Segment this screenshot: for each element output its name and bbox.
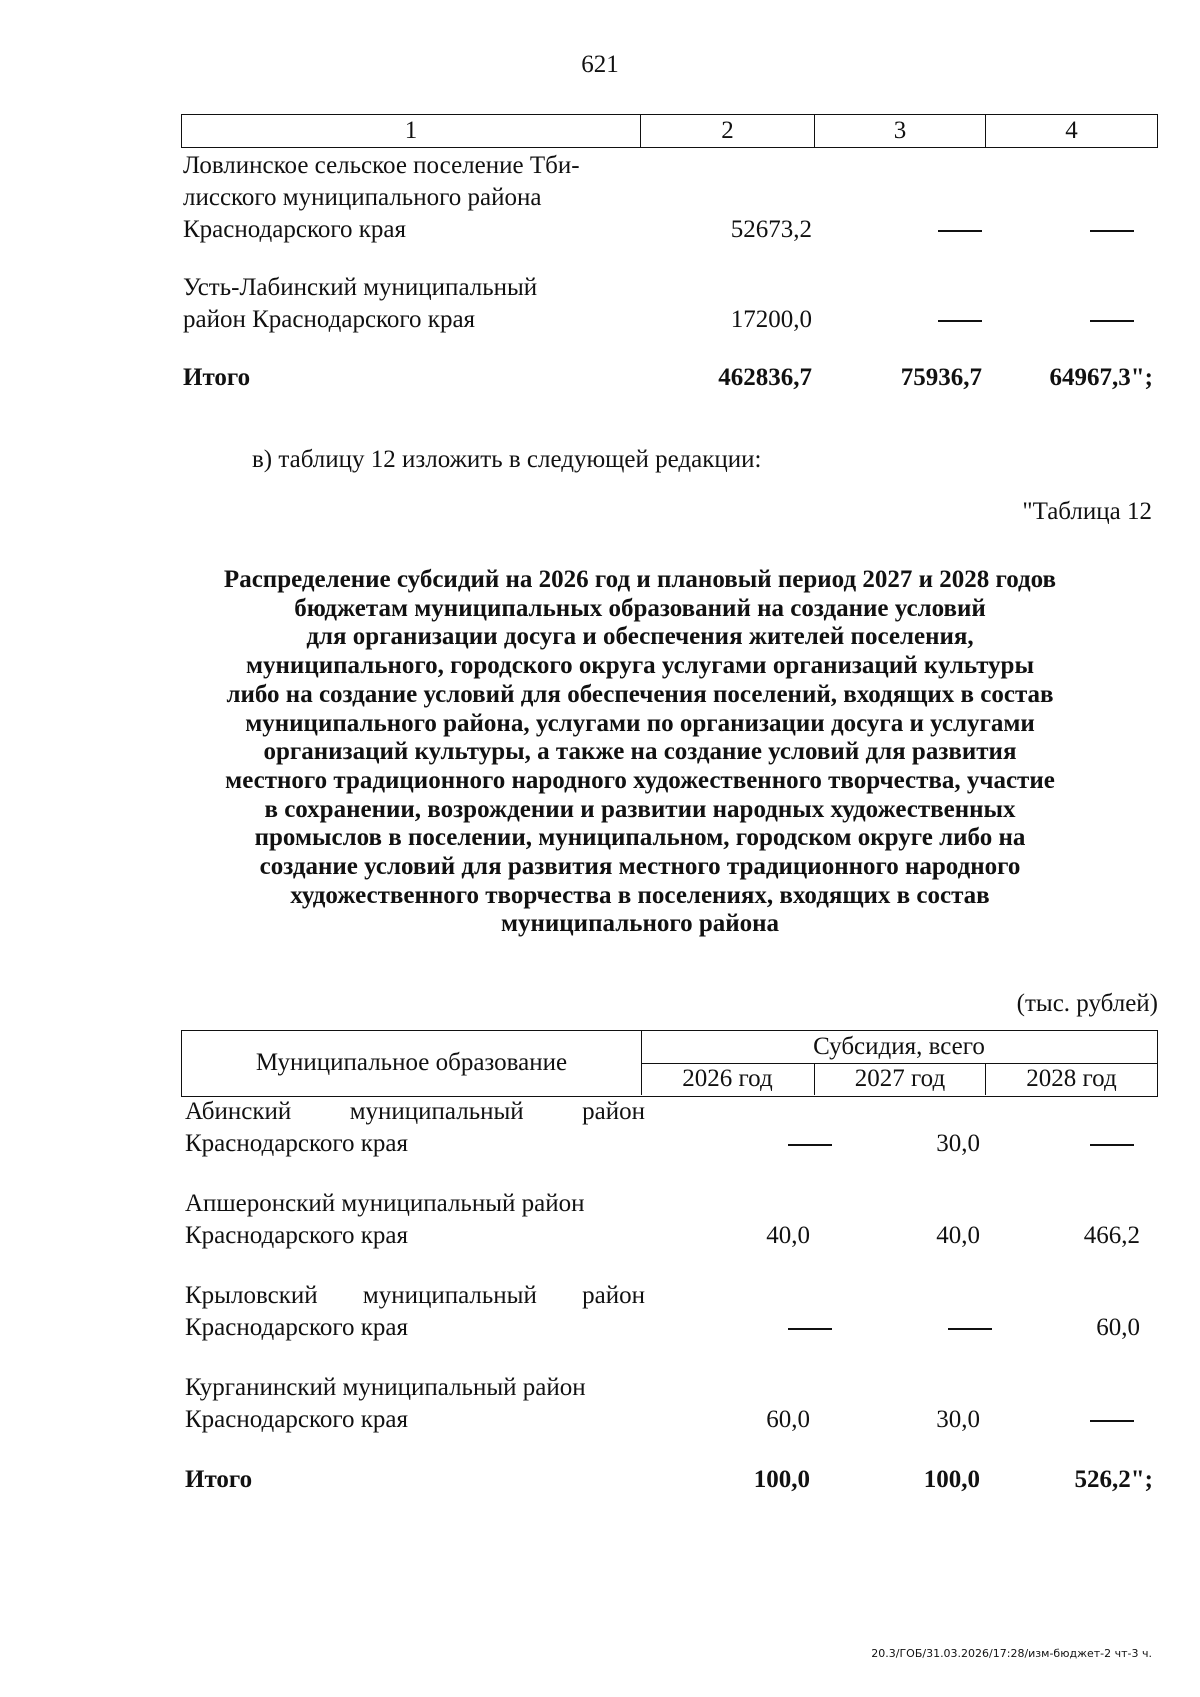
dash-icon xyxy=(1090,1420,1134,1422)
table2-row-4-v2027: 30,0 xyxy=(936,1406,980,1433)
title-line-3: для организации досуга и обеспечения жителей поселения, xyxy=(306,623,974,651)
table1-row-1-line-2: лисского муниципального района xyxy=(183,184,542,211)
title-line-10: промыслов в поселении, муниципальном, городском округе либо на xyxy=(254,824,1026,852)
table1-header xyxy=(181,114,1158,148)
table2-header-year-2026: 2026 год xyxy=(641,1063,815,1095)
page-number: 621 xyxy=(581,51,619,78)
table2-row-4-v2028 xyxy=(1072,1404,1152,1436)
table1-row-1-v2028 xyxy=(1072,214,1152,246)
table1-row-2-line-1: Усть-Лабинский муниципальный xyxy=(183,274,538,301)
footer-code: 20.3/ГОБ/31.03.2026/17:28/изм-бюджет-2 чт-3 ч. xyxy=(871,1647,1152,1660)
table2-header-subsidy: Субсидия, всего xyxy=(641,1031,1157,1064)
dash-icon xyxy=(1090,320,1134,322)
table2-total-label: Итого xyxy=(185,1466,253,1493)
table2-header xyxy=(181,1030,1158,1097)
table2-row-1-line-1: Абинский муниципальный район xyxy=(185,1098,645,1125)
title-line-11: создание условий для развития местного традиционного народного xyxy=(259,853,1021,881)
table2-total-v2026: 100,0 xyxy=(753,1466,810,1493)
table2-row-3-line-2: Краснодарского края xyxy=(185,1314,408,1341)
table2-row-4-line-2: Краснодарского края xyxy=(185,1406,408,1433)
table2-row-1-name xyxy=(185,1096,645,1160)
table1-total-v2026: 462836,7 xyxy=(718,364,812,391)
title-line-8: местного традиционного народного художественного творчества, участие xyxy=(225,766,1055,794)
title-line-12: художественного творчества в поселениях, входящих в состав xyxy=(290,881,990,909)
table1-row-2-v2026: 17200,0 xyxy=(730,306,812,333)
table2-row-2-line-2: Краснодарского края xyxy=(185,1222,408,1249)
table1-row-2-v2027 xyxy=(910,304,1010,336)
table-title xyxy=(140,566,1140,939)
table1-header-col3: 3 xyxy=(815,115,986,147)
table1-row-1-line-1: Ловлинское сельское поселение Тби- xyxy=(183,152,580,179)
table2-header-year-2027: 2027 год xyxy=(815,1063,986,1095)
dash-icon xyxy=(948,1328,992,1330)
table1-row-1-v2026: 52673,2 xyxy=(730,216,812,243)
title-line-4: муниципального, городского округа услугами организаций культуры xyxy=(245,652,1034,680)
table1-row-2-name xyxy=(183,272,643,336)
table2-row-2-line-1: Апшеронский муниципальный район xyxy=(185,1190,585,1217)
title-line-5: либо на создание условий для обеспечения поселений, входящих в состав xyxy=(226,680,1054,708)
table2-row-2-v2028: 466,2 xyxy=(1083,1222,1140,1249)
instruction-text: в) таблицу 12 изложить в следующей редакции: xyxy=(252,446,762,473)
table2-row-1-v2027: 30,0 xyxy=(936,1130,980,1157)
dash-icon xyxy=(1090,1144,1134,1146)
table1-row-1-v2027 xyxy=(910,214,1010,246)
table1-row-2-v2028 xyxy=(1072,304,1152,336)
table1-total-v2028: 64967,3"; xyxy=(1049,364,1153,391)
table2-row-3-v2028: 60,0 xyxy=(1096,1314,1140,1341)
title-line-9: в сохранении, возрождении и развитии народных художественных xyxy=(264,795,1016,823)
table1-header-col2: 2 xyxy=(641,115,815,147)
dash-icon xyxy=(938,320,982,322)
units-label: (тыс. рублей) xyxy=(1016,990,1158,1017)
table1-row-2-line-2: район Краснодарского края xyxy=(183,306,476,333)
dash-icon xyxy=(938,230,982,232)
table1-row-1-line-3: Краснодарского края xyxy=(183,216,406,243)
table2-row-3-name xyxy=(185,1280,645,1344)
table1-total-label: Итого xyxy=(183,364,251,391)
table2-row-3-v2026 xyxy=(760,1312,860,1344)
table1-total-v2027: 75936,7 xyxy=(900,364,982,391)
table1-header-col1: 1 xyxy=(182,115,641,147)
table1-row-1-name xyxy=(183,150,643,246)
table2-row-1-line-2: Краснодарского края xyxy=(185,1130,408,1157)
table2-header-municipality: Муниципальное образование xyxy=(182,1031,642,1095)
table2-row-2-name xyxy=(185,1188,655,1252)
table1-header-col4: 4 xyxy=(1065,117,1078,144)
table2-row-4-v2026: 60,0 xyxy=(766,1406,810,1433)
table2-row-2-v2027: 40,0 xyxy=(936,1222,980,1249)
title-line-7: организаций культуры, а также на создание условий для развития xyxy=(263,738,1017,766)
title-line-13: муниципального района xyxy=(500,910,780,938)
table2-total-v2027: 100,0 xyxy=(923,1466,980,1493)
table2-row-4-name xyxy=(185,1372,655,1436)
dash-icon xyxy=(1090,230,1134,232)
title-line-2: бюджетам муниципальных образований на создание условий xyxy=(294,594,986,622)
table2-row-3-line-1: Крыловский муниципальный район xyxy=(185,1282,645,1309)
table2-row-2-v2026: 40,0 xyxy=(766,1222,810,1249)
table2-row-4-line-1: Курганинский муниципальный район xyxy=(185,1374,586,1401)
table2-row-1-v2028 xyxy=(1072,1128,1152,1160)
table-label: "Таблица 12 xyxy=(1022,498,1152,525)
table2-total-v2028: 526,2"; xyxy=(1074,1466,1153,1493)
table2-header-year-2028: 2028 год xyxy=(1026,1065,1117,1092)
dash-icon xyxy=(788,1328,832,1330)
title-line-6: муниципального района, услугами по организации досуга и услугами xyxy=(245,709,1035,737)
title-line-1: Распределение субсидий на 2026 год и плановый период 2027 и 2028 годов xyxy=(223,566,1057,593)
